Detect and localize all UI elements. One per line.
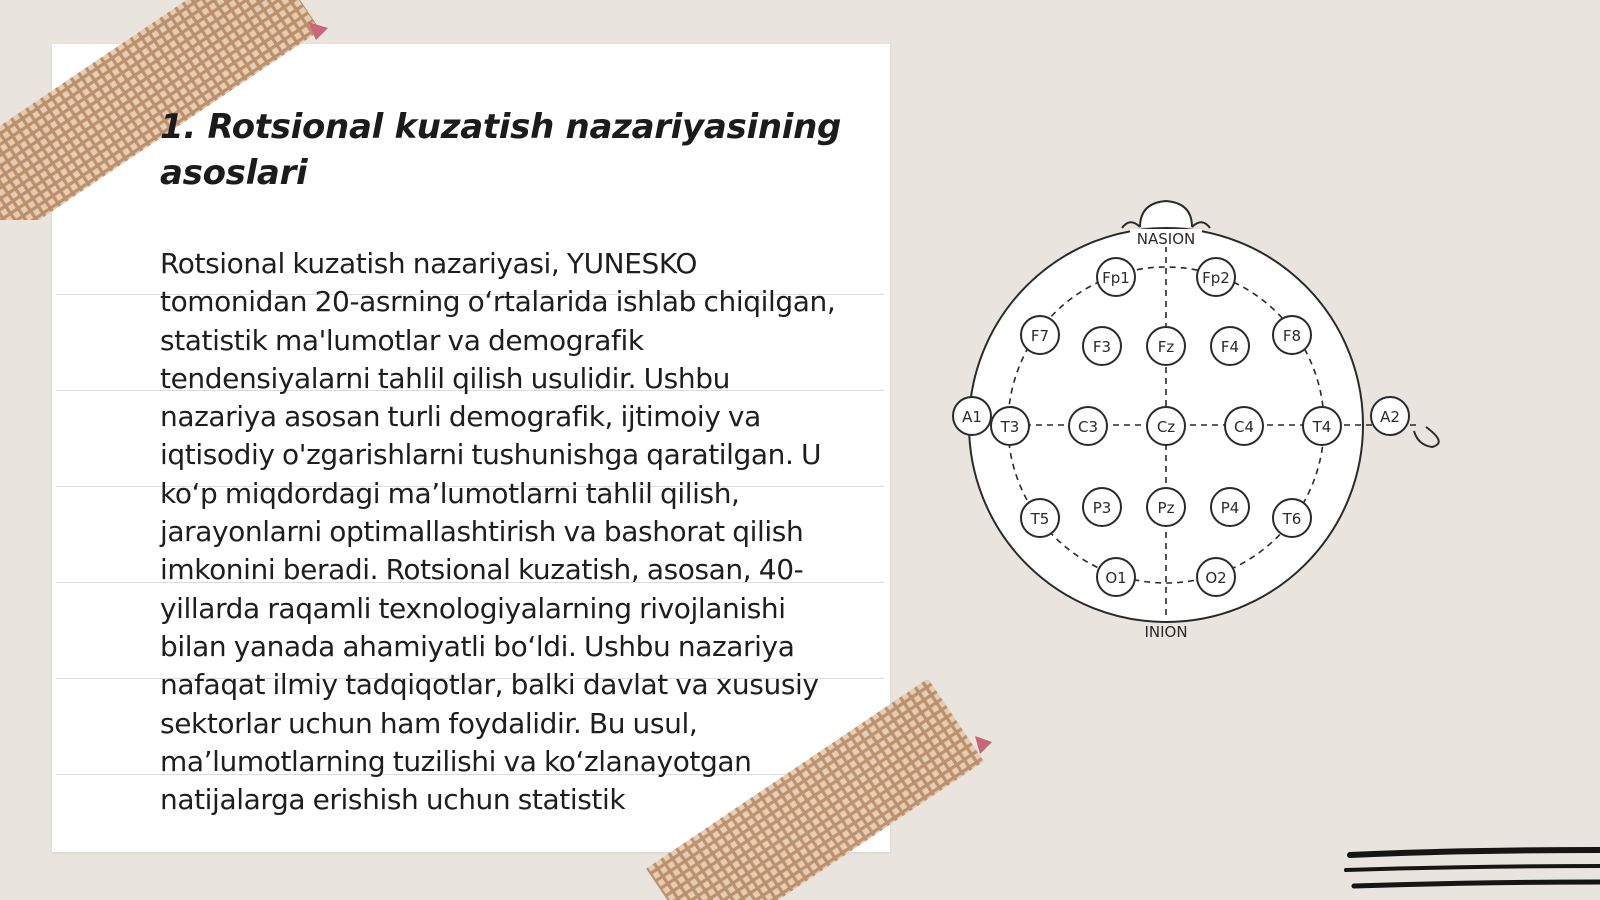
- electrode-fz: Fz: [1157, 338, 1175, 356]
- electrode-p4: P4: [1220, 499, 1240, 517]
- electrode-c4: C4: [1233, 418, 1255, 436]
- washi-tape-bottom: [640, 680, 1000, 900]
- electrode-f8: F8: [1282, 327, 1302, 345]
- nasion-label: NASION: [1136, 230, 1196, 248]
- electrode-t6: T6: [1282, 510, 1302, 528]
- electrode-fp1: Fp1: [1102, 269, 1130, 287]
- electrode-a1: A1: [962, 408, 982, 426]
- eeg-electrode-diagram: [950, 195, 1460, 655]
- electrode-f3: F3: [1092, 338, 1112, 356]
- slide-title: 1. Rotsional kuzatish nazariyasining asoslari: [160, 107, 842, 193]
- electrode-pz: Pz: [1157, 499, 1175, 517]
- pin-icon: [975, 736, 992, 754]
- electrode-c3: C3: [1077, 418, 1099, 436]
- electrode-t4: T4: [1312, 418, 1332, 436]
- electrode-p3: P3: [1092, 499, 1112, 517]
- electrode-a2: A2: [1380, 408, 1400, 426]
- slide-body-text: Rotsional kuzatish nazariyasi, YUNESKO tomonidan 20-asrning o‘rtalarida ishlab chiqilgan, statistik ma'lumotlar va demografik tendensiyalarni tahlil qilish usulidir. Ushbu nazariya asosan turli demografik, ijtimoiy va iqtisodiy o'zgarishlarni tushunishga qaratilgan. U ko‘p miqdordagi ma’lumotlarni tahlil qilish, jarayonlarni optimallashtirish va bashorat qilish imkonini beradi. Rotsional kuzatish, asosan, 40-yillarda raqamli texnologiyalarning rivojlanishi bilan yanada ahamiyatli bo‘ldi. Ushbu nazariya nafaqat ilmiy tadqiqotlar, balki davlat va xususiy sektorlar uchun ham foydalidir. Bu usul, ma’lumotlarning tuzilishi va ko‘zlanayotgan natijalarga erishish uchun statistik: [160, 247, 836, 817]
- inion-label: INION: [1144, 623, 1188, 641]
- electrode-fp2: Fp2: [1202, 269, 1230, 287]
- decorative-brush-lines: [1340, 840, 1600, 900]
- electrode-cz: Cz: [1156, 418, 1176, 436]
- electrode-f4: F4: [1220, 338, 1240, 356]
- electrode-o1: O1: [1105, 569, 1127, 587]
- electrode-t3: T3: [1000, 418, 1020, 436]
- electrode-t5: T5: [1030, 510, 1050, 528]
- electrode-f7: F7: [1030, 327, 1050, 345]
- electrode-o2: O2: [1205, 569, 1227, 587]
